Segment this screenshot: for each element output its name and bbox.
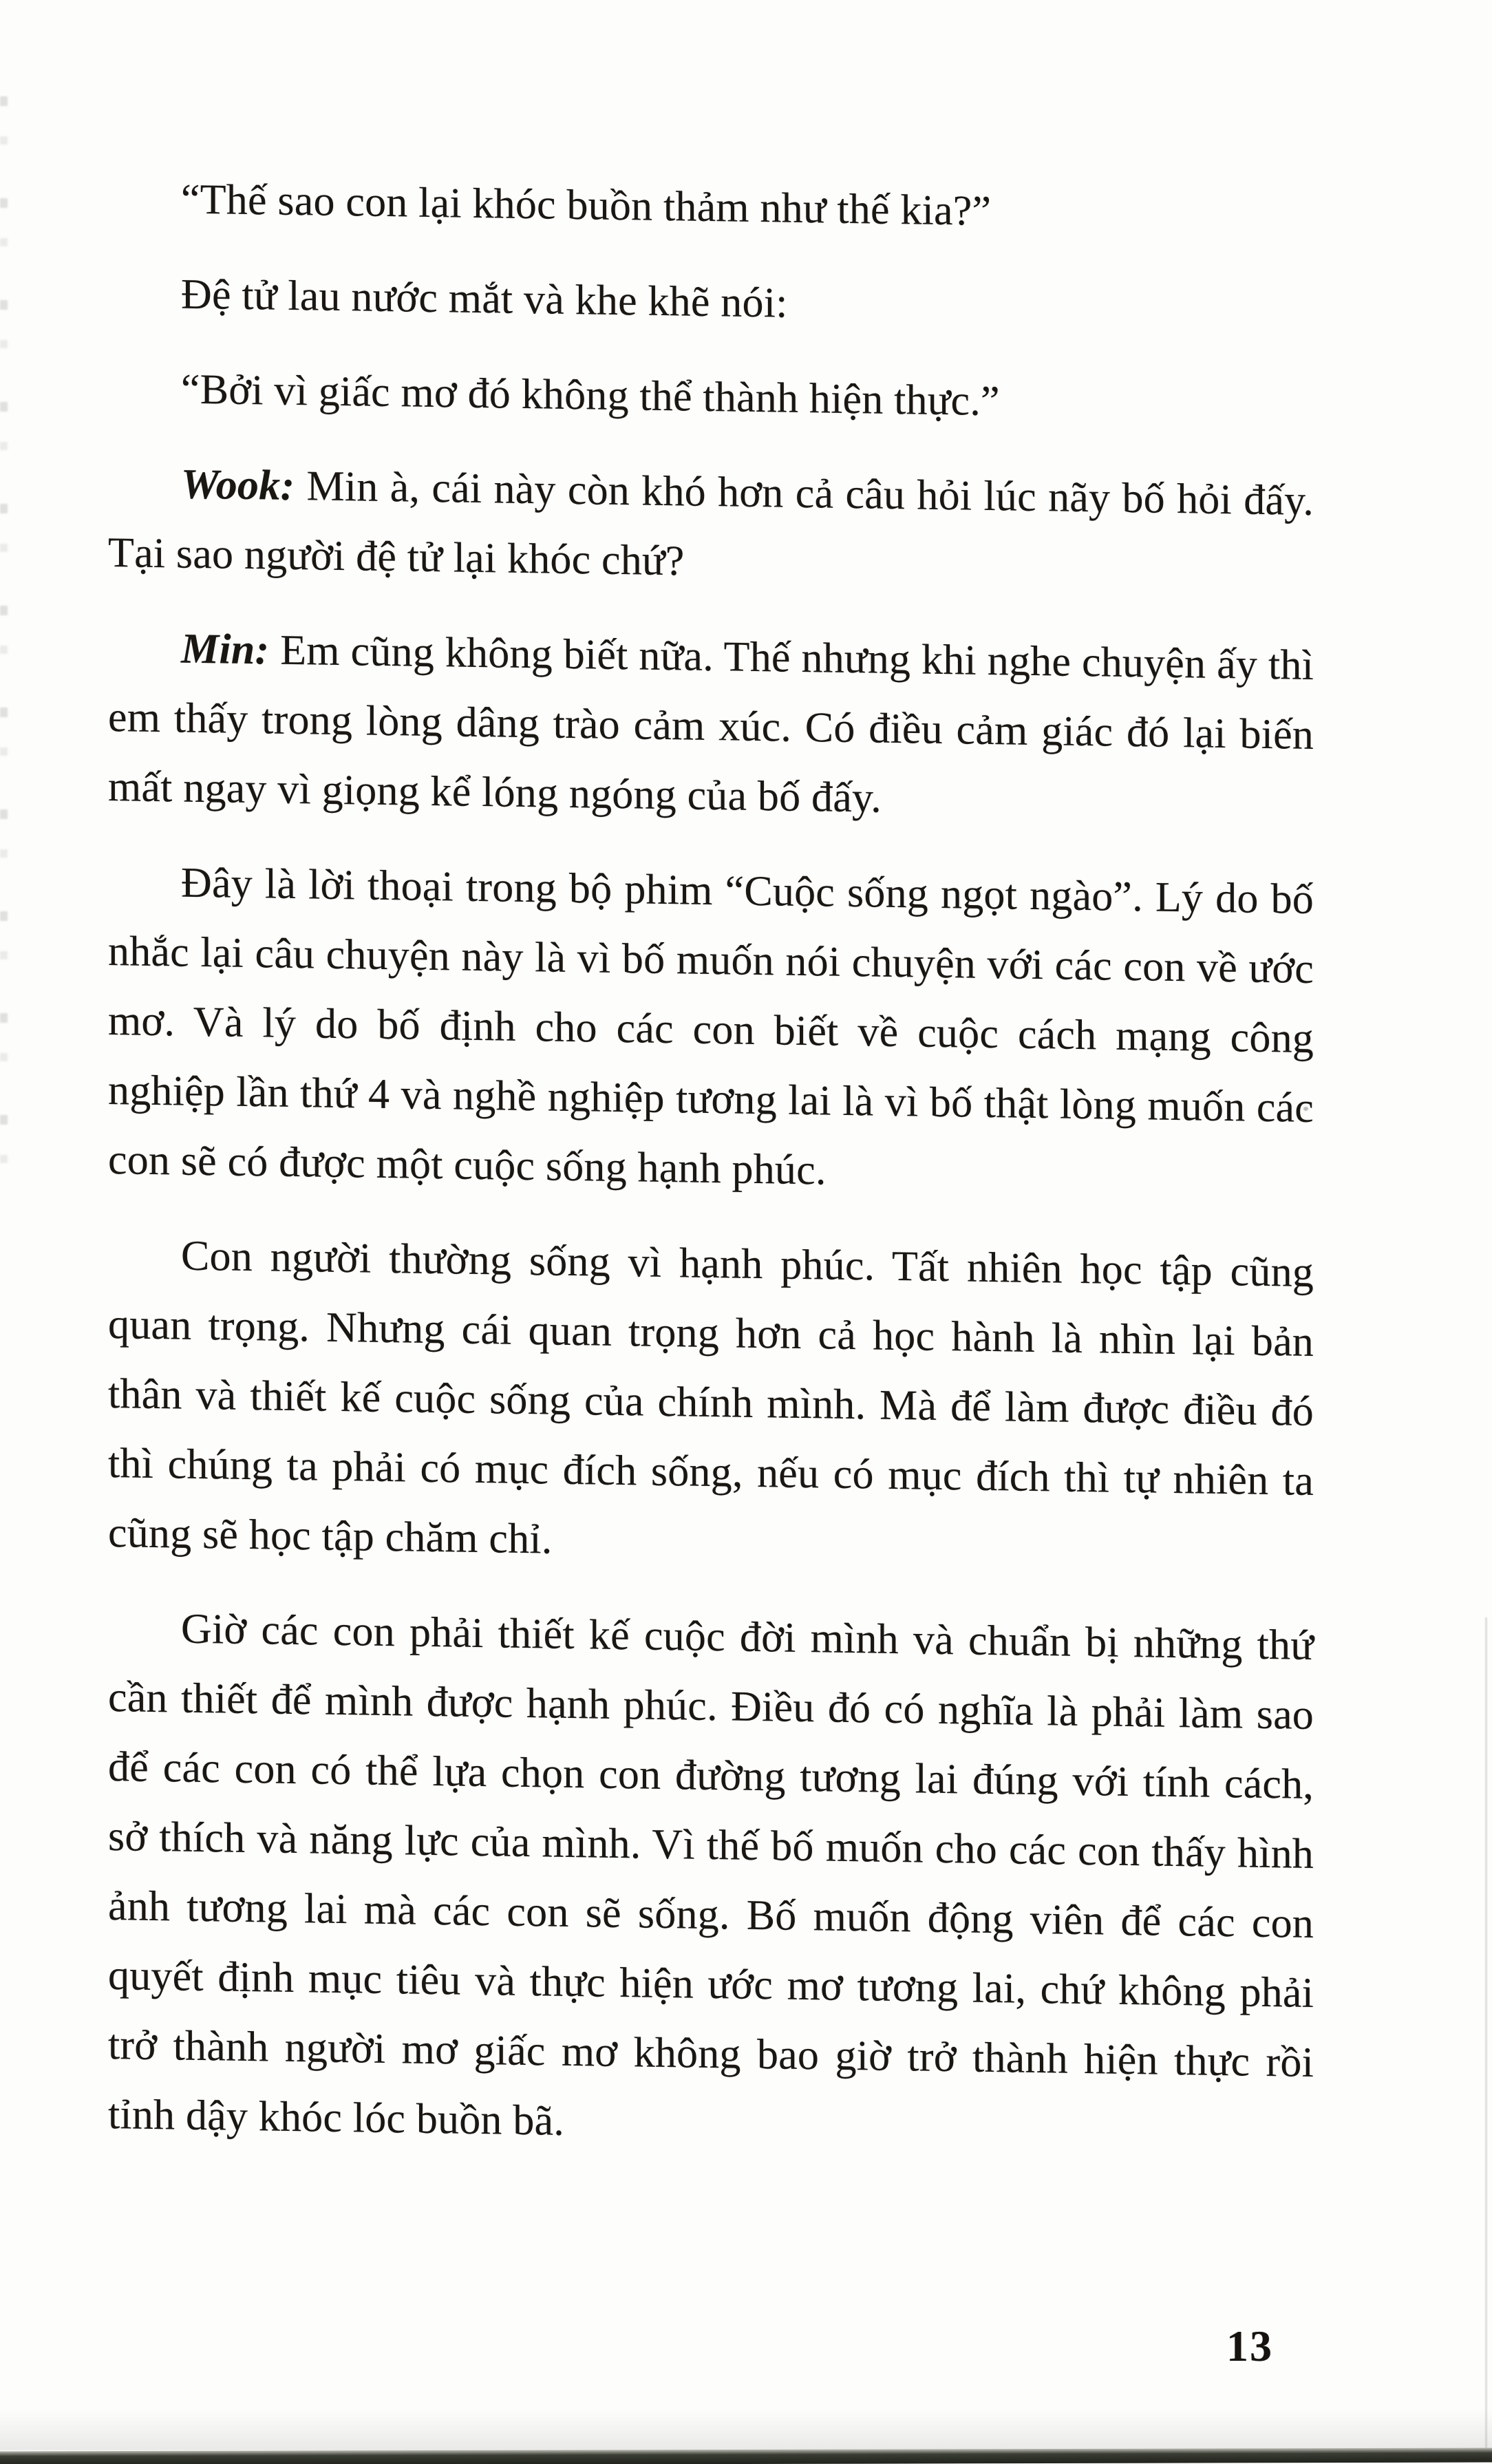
scan-edge-noise <box>0 96 8 1211</box>
speaker-label: Min: <box>181 625 270 674</box>
text-block <box>108 164 1314 2193</box>
page-number: 13 <box>1226 2322 1273 2370</box>
paragraph: Con người thường sống vì hạnh phúc. Tất nhiên học tập cũng quan trọng. Nhưng cái quan trọng hơn cả học hành là nhìn lại bản thân và thiết kế cuộc sống của chính mình. Mà để làm được điều đó thì chúng ta phải có mục đích sống, nếu có mục đích thì tự nhiên ta cũng sẽ học tập chăm chỉ. <box>108 1232 1314 1563</box>
speaker-label: Wook: <box>181 460 295 510</box>
bottom-shadow <box>0 2409 1492 2450</box>
page-edge-line <box>1485 1617 1487 2452</box>
scan-bottom-edge <box>0 2448 1492 2464</box>
paragraph: “Bởi vì giấc mơ đó không thể thành hiện thực.” <box>181 365 1000 425</box>
paragraph: “Thế sao con lại khóc buồn thảm như thế kia?” <box>181 176 992 235</box>
paragraph: Wook: Min à, cái này còn khó hơn cả câu hỏi lúc nãy bố hỏi đấy. Tại sao người đệ tử lại khóc chứ? <box>108 460 1314 585</box>
paragraph: Min: Em cũng không biết nữa. Thế nhưng khi nghe chuyện ấy thì em thấy trong lòng dâng trào cảm xúc. Có điều cảm giác đó lại biến mất ngay vì giọng kể lóng ngóng của bố đấy. <box>108 625 1314 822</box>
paragraph: Đệ tử lau nước mắt và khe khẽ nói: <box>181 270 788 327</box>
paragraph: Giờ các con phải thiết kế cuộc đời mình và chuẩn bị những thứ cần thiết để mình được hạnh phúc. Điều đó có nghĩa là phải làm sao để các con có thể lựa chọn con đường tương lai đúng với tính cách, sở thích và năng lực của mình. Vì thế bố muốn cho các con thấy hình ảnh tương lai mà các con sẽ sống. Bố muốn động viên để các con quyết định mục tiêu và thực hiện ước mơ tương lai, chứ không phải trở thành người mơ giấc mơ không bao giờ trở thành hiện thực rồi tỉnh dậy khóc lóc buồn bã. <box>108 1605 1314 2145</box>
paragraph: Đây là lời thoại trong bộ phim “Cuộc sống ngọt ngào”. Lý do bố nhắc lại câu chuyện này là vì bố muốn nói chuyện với các con về ước mơ. Và lý do bố định cho các con biết về cuộc cách mạng công nghiệp lần thứ 4 và nghề nghiệp tương lai là vì bố thật lòng muốn các con sẽ có được một cuộc sống hạnh phúc. <box>108 859 1314 1194</box>
